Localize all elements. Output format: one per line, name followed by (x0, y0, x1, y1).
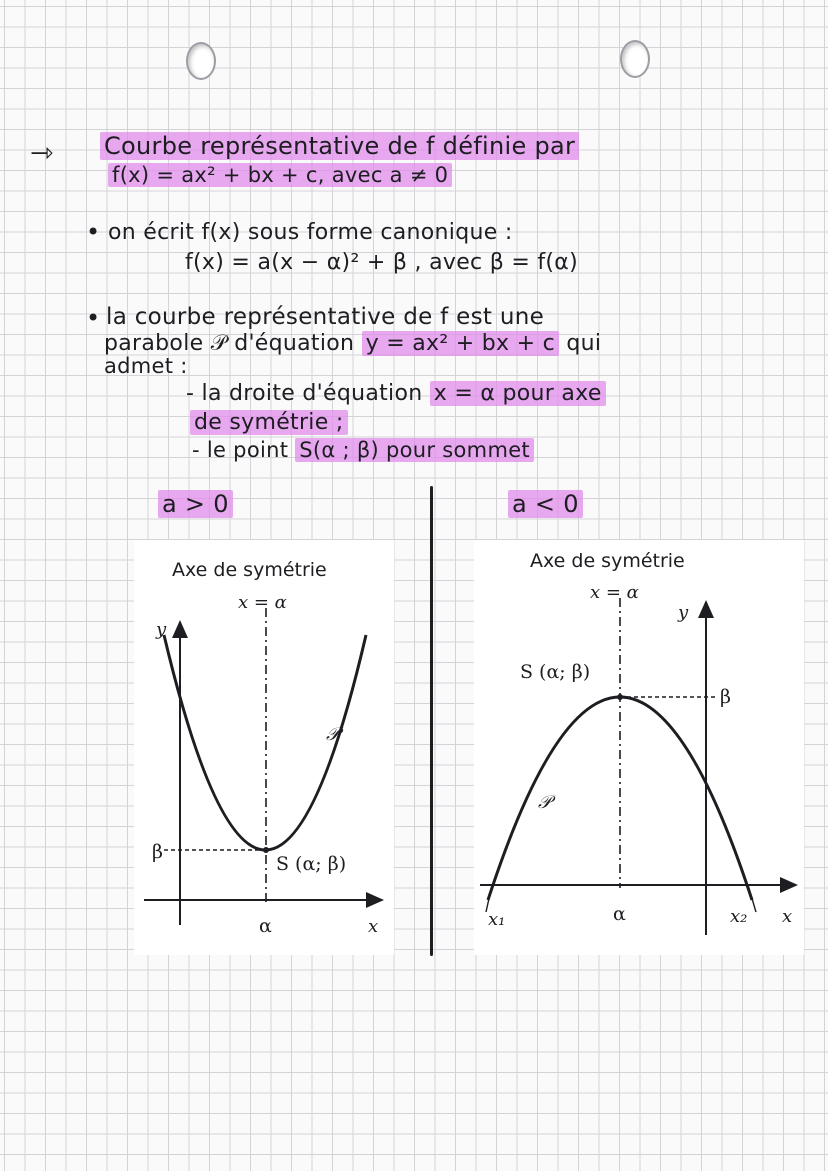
graph-a-positive (134, 540, 394, 955)
bullet-2-line-1: la courbe représentative de f est une (106, 304, 545, 330)
x2-tick (748, 885, 756, 912)
bullet-2-line-2-suffix: qui (566, 331, 602, 356)
binder-hole-right (620, 40, 650, 78)
title-line-1: Courbe représentative de f définie par (100, 132, 579, 160)
bullet-2-line-3: admet : (104, 354, 188, 378)
alpha-label: α (259, 915, 272, 937)
case-a-positive: a > 0 (158, 490, 233, 518)
item-1-continuation: de symétrie ; (190, 410, 348, 435)
symmetry-equation: x = α (590, 582, 639, 603)
curve-label: 𝒫 (538, 792, 551, 813)
title-arrow: ⇾ (30, 136, 54, 169)
symmetry-title: Axe de symétrie (530, 550, 685, 572)
bullet-1-text: on écrit f(x) sous forme canonique : (108, 220, 513, 245)
beta-label: β (720, 686, 731, 708)
x-axis-label: x (368, 916, 379, 937)
graph-a-positive-svg (134, 540, 394, 955)
graph-a-negative-svg (474, 540, 804, 955)
root-x2-label: x₂ (730, 906, 748, 927)
parabola-equation: y = ax² + bx + c (362, 331, 559, 356)
item-1-line (186, 381, 606, 406)
bullet-2-dot: • (86, 304, 101, 332)
y-axis-label: y (678, 602, 689, 623)
vertex-label: S (α; β) (520, 661, 591, 683)
x1-tick (486, 885, 492, 912)
bullet-1-dot: • (86, 218, 101, 246)
vertex-label: S (α; β) (276, 853, 347, 875)
vertex-point (617, 694, 623, 700)
graph-a-negative (474, 540, 804, 955)
curve-label: 𝒫 (326, 724, 339, 745)
title-line-2: f(x) = ax² + bx + c, avec a ≠ 0 (108, 163, 452, 187)
divider-line (430, 486, 433, 956)
symmetry-title: Axe de symétrie (172, 559, 327, 581)
beta-label: β (152, 841, 163, 863)
binder-hole-left (186, 42, 216, 80)
canonical-formula: f(x) = a(x − α)² + β , avec β = f(α) (185, 250, 578, 275)
vertex-point (263, 847, 269, 853)
bullet-2-line-2 (104, 331, 601, 356)
root-x1-label: x₁ (488, 909, 506, 930)
item-2-prefix: - le point (192, 438, 289, 462)
vertex-text: S(α ; β) pour sommet (295, 438, 534, 462)
case-a-negative: a < 0 (508, 490, 583, 518)
y-axis-label: y (156, 619, 167, 640)
item-2-line (192, 438, 534, 462)
x-axis-label: x (782, 906, 793, 927)
item-1-prefix: - la droite d'équation (186, 381, 423, 406)
axis-of-symmetry-text: x = α pour axe (430, 381, 606, 406)
symmetry-equation: x = α (238, 592, 287, 613)
bullet-2-line-2-prefix: parabole 𝒫 d'équation (104, 331, 355, 356)
alpha-label: α (613, 903, 626, 925)
